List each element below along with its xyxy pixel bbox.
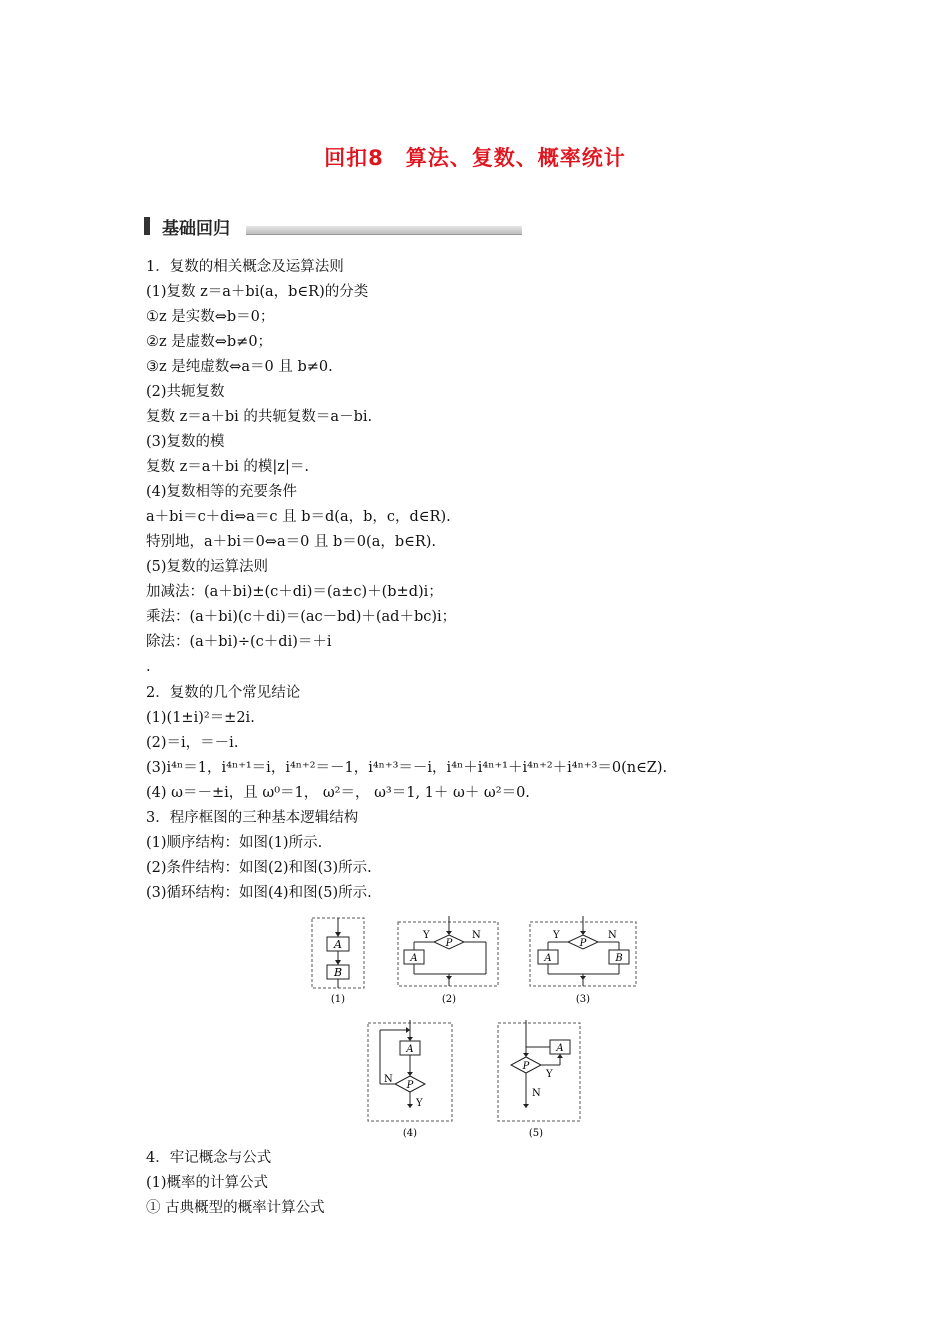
section-header [144, 214, 524, 238]
box-a-label: A [406, 1044, 414, 1055]
text-line: 复数 z＝a＋bi 的模|z|＝. [146, 459, 309, 475]
text-line: (5)复数的运算法则 [146, 559, 269, 575]
text-line: 复数 z＝a＋bi 的共轭复数＝a－bi. [146, 409, 373, 425]
text-line: ③z 是纯虚数⇔a＝0 且 b≠0. [146, 359, 333, 375]
box-a-label: A [334, 938, 342, 951]
text-line: (1)复数 z＝a＋bi(a，b∈R)的分类 [146, 284, 369, 300]
yes-label: Y [553, 930, 560, 941]
text-line: 特别地，a＋bi＝0⇔a＝0 且 b＝0(a，b∈R). [146, 534, 437, 550]
figure-caption: (4) [402, 1128, 418, 1139]
no-label: N [532, 1088, 541, 1099]
box-b-label: B [615, 953, 623, 964]
decision-label: P [406, 1080, 414, 1091]
text-line: (3)i⁴ⁿ＝1，i⁴ⁿ⁺¹＝i，i⁴ⁿ⁺²＝－1，i⁴ⁿ⁺³＝－i，i⁴ⁿ＋i⁴ⁿ⁺¹＋i⁴ⁿ⁺²＋i⁴ⁿ⁺³＝0(n∈Z). [146, 760, 668, 776]
no-label: N [608, 930, 617, 941]
box-a-label: A [544, 953, 552, 964]
text-line: ①z 是实数⇔b＝0； [146, 309, 275, 325]
decision-label: P [522, 1061, 530, 1072]
flowchart-condition-1 [396, 916, 502, 1008]
text-line: 3．程序框图的三种基本逻辑结构 [146, 810, 359, 826]
text-line: 2．复数的几个常见结论 [146, 685, 301, 701]
flowchart-loop-until [366, 1020, 456, 1142]
text-line: (2)＝i，＝－i. [146, 735, 239, 751]
text-line: . [146, 659, 151, 675]
text-line: (4)复数相等的充要条件 [146, 484, 298, 500]
section-label: 基础回归 [162, 219, 230, 239]
box-a-label: A [556, 1043, 564, 1054]
text-line: (2)条件结构：如图(2)和图(3)所示. [146, 860, 372, 876]
text-line: (3)循环结构：如图(4)和图(5)所示. [146, 885, 372, 901]
no-label: N [384, 1074, 393, 1085]
text-line: 1．复数的相关概念及运算法则 [146, 259, 344, 275]
yes-label: Y [416, 1098, 423, 1109]
flowchart-loop-while [496, 1020, 584, 1142]
text-line: (3)复数的模 [146, 434, 225, 450]
flowchart-sequence [308, 916, 368, 1008]
figure-caption: (2) [441, 994, 457, 1005]
flowchart-condition-2 [528, 916, 640, 1008]
text-line: a＋bi＝c＋di⇔a＝c 且 b＝d(a，b，c，d∈R). [146, 509, 451, 525]
decision-label: P [445, 938, 453, 949]
text-line: ②z 是虚数⇔b≠0； [146, 334, 273, 350]
yes-label: Y [546, 1069, 553, 1080]
text-line: 除法：(a＋bi)÷(c＋di)＝＋i [146, 634, 332, 650]
box-a-label: A [410, 953, 418, 964]
text-line: 乘法：(a＋bi)(c＋di)＝(ac－bd)＋(ad＋bc)i； [146, 609, 457, 625]
figure-caption: (1) [330, 994, 346, 1005]
text-line: (1)(1±i)²＝±2i. [146, 710, 255, 726]
text-line: 加减法：(a＋bi)±(c＋di)＝(a±c)＋(b±d)i； [146, 584, 443, 600]
section-rule [246, 226, 522, 235]
text-line: ① 古典概型的概率计算公式 [146, 1200, 325, 1216]
text-line: (2)共轭复数 [146, 384, 225, 400]
text-line: (1)顺序结构：如图(1)所示. [146, 835, 323, 851]
box-b-label: B [333, 966, 343, 979]
no-label: N [472, 930, 481, 941]
text-line: (1)概率的计算公式 [146, 1175, 269, 1191]
yes-label: Y [423, 930, 430, 941]
decision-label: P [579, 938, 587, 949]
figure-caption: (3) [575, 994, 591, 1005]
page-title: 回扣8 算法、复数、概率统计 [324, 146, 626, 170]
figure-caption: (5) [528, 1128, 544, 1139]
text-line: 4．牢记概念与公式 [146, 1150, 272, 1166]
section-bar [144, 217, 150, 235]
text-line: (4) ω＝－±i，且 ω⁰＝1， ω²＝， ω³＝1, 1＋ ω＋ ω²＝0. [146, 785, 530, 801]
